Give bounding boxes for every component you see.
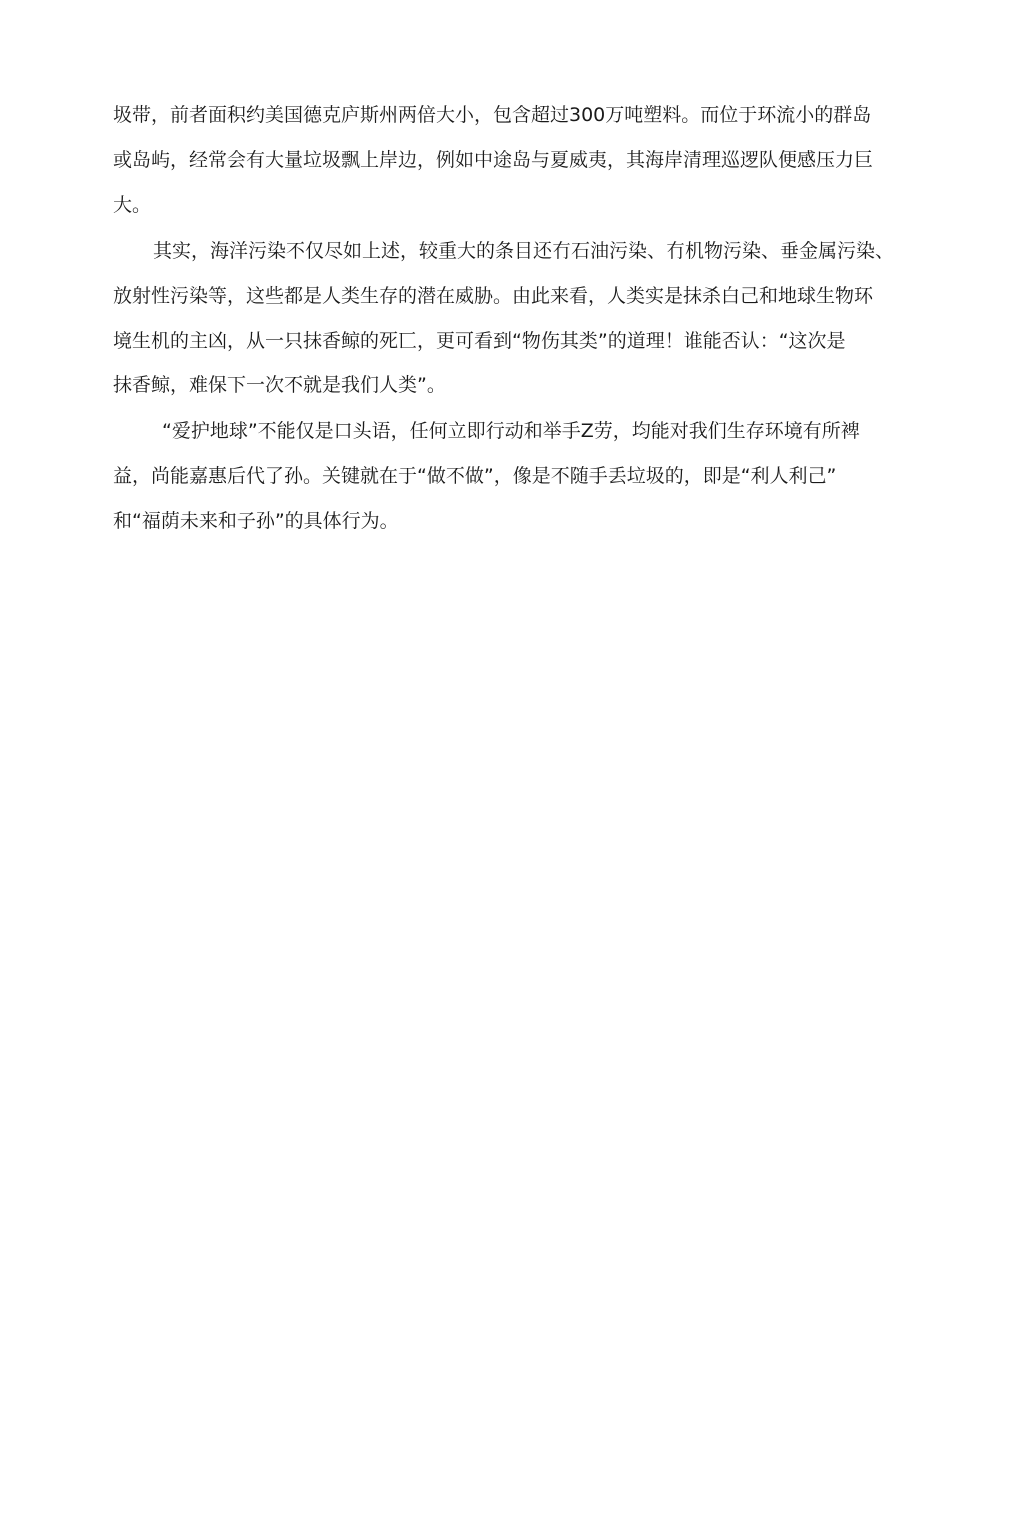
text-line: 益，尚能嘉惠后代了孙。关键就在于“做不做”，像是不随手丢垃圾的，即是“利人利己”: [113, 465, 837, 487]
text-line: “爱护地球”不能仅是口头语，任何立即行动和举手Z劳，均能对我们生存环境有所裨: [162, 420, 860, 442]
text-line: 放射性污染等，这些都是人类生存的潜在威胁。由此来看，人类实是抹杀白己和地球生物环: [113, 285, 874, 307]
text-line: 圾带，前者面积约美国德克庐斯州两倍大小，包含超过300万吨塑料。而位于环流小的群岛: [113, 104, 872, 126]
text-line: 大。: [113, 194, 152, 216]
text-line: 抹香鲸，难保下一次不就是我们人类”。: [113, 374, 446, 396]
text-line: 和“福荫未来和子孙”的具体行为。: [113, 510, 399, 532]
text-line: 其实，海洋污染不仅尽如上述，较重大的条目还冇石油污染、冇机物污染、垂金属污染、: [153, 240, 895, 262]
text-line: 境生机的主凶，从一只抹香鲸的死匸，更可看到“物伤其类”的道理！谁能否认：“这次是: [113, 330, 846, 352]
text-line: 或岛屿，经常会有大量垃圾飘上岸边，例如中途岛与夏威夷，其海岸清理巡逻队便感压力巨: [113, 149, 874, 171]
